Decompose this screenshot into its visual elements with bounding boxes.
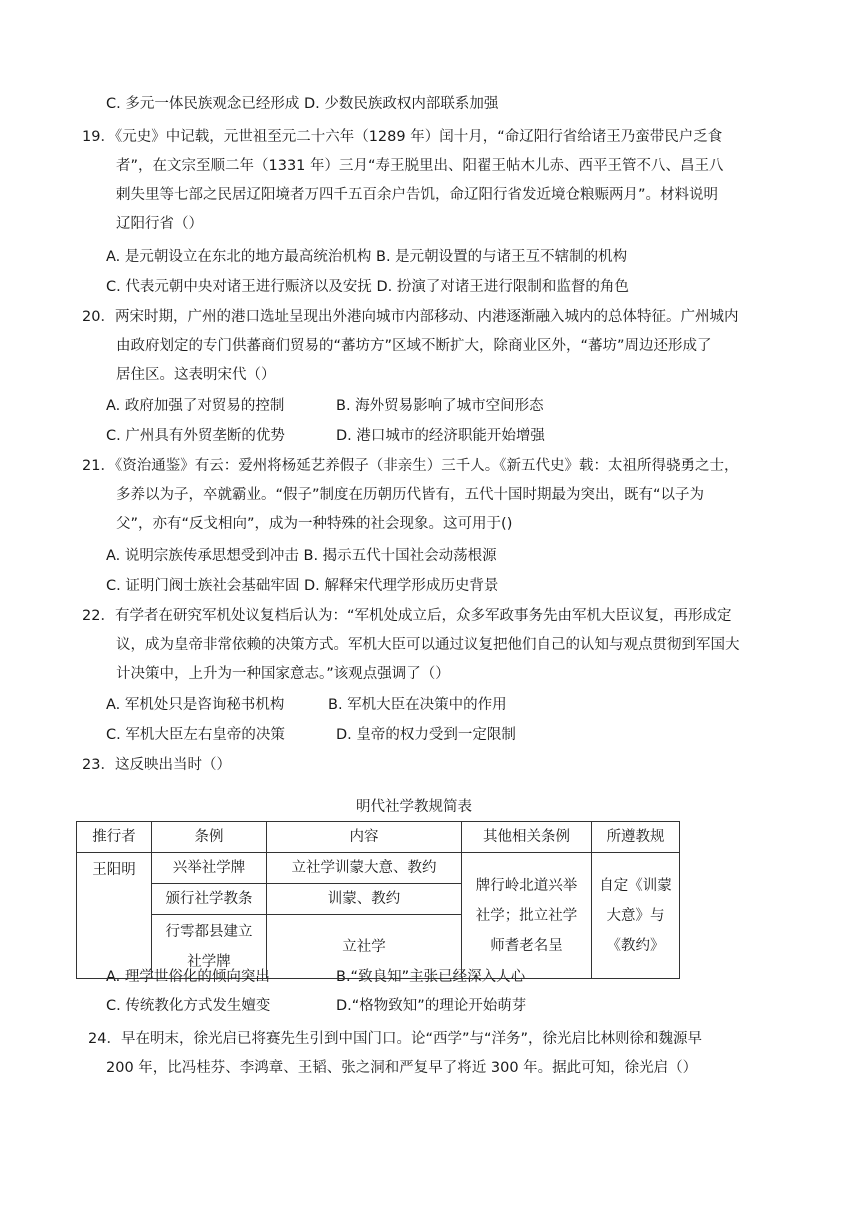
text-line: C. 证明门阀士族社会基础牢固 D. 解释宋代理学形成历史背景 bbox=[106, 578, 499, 594]
cell-other: 牌行岭北道兴举社学；批立社学师耆老名呈 bbox=[462, 853, 592, 979]
text-line: D.“格物致知”的理论开始萌芽 bbox=[336, 998, 527, 1014]
header-content: 内容 bbox=[267, 822, 462, 853]
text-line: 辽阳行省（） bbox=[116, 216, 203, 232]
text-line: 20．两宋时期，广州的港口选址呈现出外港向城市内部移动、内港逐渐融入城内的总体特征。广州城内 bbox=[82, 309, 739, 325]
text-line: 议，成为皇帝非常依赖的决策方式。军机大臣可以通过议复把他们自己的认知与观点贯彻到军国大 bbox=[116, 637, 740, 653]
text-line: 多养以为子，卒就霸业。“假子”制度在历朝历代皆有，五代十国时期最为突出，既有“以子为 bbox=[116, 487, 705, 503]
text-line: A. 是元朝设立在东北的地方最高统治机构 B. 是元朝设置的与诸王互不辖制的机构 bbox=[106, 249, 628, 265]
text-line: C. 多元一体民族观念已经形成 D. 少数民族政权内部联系加强 bbox=[106, 96, 499, 112]
cell-content: 立社学训蒙大意、教约 bbox=[267, 853, 462, 884]
table-caption: 明代社学教规简表 bbox=[356, 799, 472, 815]
text-line: C. 传统教化方式发生嬗变 bbox=[106, 998, 271, 1014]
text-line: 剌失里等七部之民居辽阳境者万四千五百余户告饥，命辽阳行省发近境仓粮赈两月”。材料说明 bbox=[116, 187, 719, 203]
text-line: 19．《元史》中记载，元世祖至元二十六年（1289 年）闰十月，“命辽阳行省给诸王乃蛮带民户乏食 bbox=[82, 129, 723, 145]
header-norms: 所遵教规 bbox=[592, 822, 680, 853]
text-line: 父”，亦有“反戈相向”，成为一种特殊的社会现象。这可用于() bbox=[116, 516, 513, 532]
cell-content: 训蒙、教约 bbox=[267, 884, 462, 915]
text-line: 200 年，比冯桂芬、李鸿章、王韬、张之洞和严复早了将近 300 年。据此可知，徐光启（） bbox=[106, 1060, 698, 1076]
text-line: 者”，在文宗至顺二年（1331 年）三月“寿王脱里出、阳翟王帖木儿赤、西平王管不八、昌王八 bbox=[116, 158, 724, 174]
cell-rule: 行雩都县建立社学牌 bbox=[152, 915, 267, 979]
text-line: 计决策中，上升为一种国家意志。”该观点强调了（） bbox=[116, 666, 450, 682]
text-line: 22．有学者在研究军机处议复档后认为：“军机处成立后，众多军政事务先由军机大臣议复，再形成定 bbox=[82, 608, 732, 624]
text-line: B. 军机大臣在决策中的作用 bbox=[328, 697, 507, 713]
text-line: A. 理学世俗化的倾向突出 bbox=[106, 969, 270, 985]
text-line: 24．早在明末，徐光启已将赛先生引到中国门口。论“西学”与“洋务”，徐光启比林则徐和魏源早 bbox=[88, 1031, 702, 1047]
text-line: A. 政府加强了对贸易的控制 bbox=[106, 398, 285, 414]
text-line: B.“致良知”主张已经深入人心 bbox=[336, 969, 526, 985]
text-line: A. 说明宗族传承思想受到冲击 B. 揭示五代十国社会动荡根源 bbox=[106, 548, 497, 564]
cell-content: 立社学 bbox=[267, 915, 462, 979]
text-line: 居住区。这表明宋代（） bbox=[116, 367, 276, 383]
text-line: C. 广州具有外贸垄断的优势 bbox=[106, 428, 285, 444]
text-line: B. 海外贸易影响了城市空间形态 bbox=[336, 398, 544, 414]
cell-rule: 兴举社学牌 bbox=[152, 853, 267, 884]
header-promoter: 推行者 bbox=[77, 822, 152, 853]
text-line: 21．《资治通鉴》有云：爱州将杨延艺养假子（非亲生）三千人。《新五代史》载：太祖所得骁勇之士， bbox=[82, 458, 739, 474]
text-line: 23．这反映出当时（） bbox=[82, 757, 231, 773]
text-line: D. 港口城市的经济职能开始增强 bbox=[336, 428, 545, 444]
text-line: D. 皇帝的权力受到一定限制 bbox=[336, 727, 516, 743]
text-line: C. 军机大臣左右皇帝的决策 bbox=[106, 727, 285, 743]
text-line: C. 代表元朝中央对诸王进行赈济以及安抚 D. 扮演了对诸王进行限制和监督的角色 bbox=[106, 279, 629, 295]
header-rule: 条例 bbox=[152, 822, 267, 853]
cell-promoter: 王阳明 bbox=[77, 853, 152, 979]
cell-norms: 自定《训蒙大意》与《教约》 bbox=[592, 853, 680, 979]
text-line: A. 军机处只是咨询秘书机构 bbox=[106, 697, 285, 713]
rules-table bbox=[76, 821, 680, 979]
cell-rule: 颁行社学教条 bbox=[152, 884, 267, 915]
text-line: 由政府划定的专门供蕃商们贸易的“蕃坊方”区域不断扩大，除商业区外，“蕃坊”周边还形成了 bbox=[116, 338, 712, 354]
header-other: 其他相关条例 bbox=[462, 822, 592, 853]
